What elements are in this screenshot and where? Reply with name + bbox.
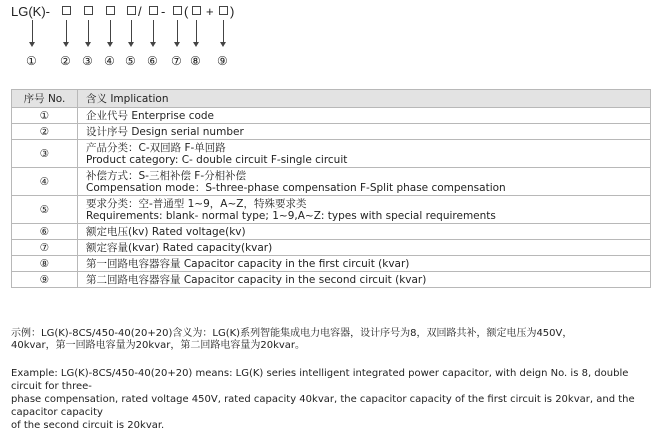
row-implication [78, 196, 651, 224]
code-number-1: ① [26, 54, 37, 68]
code-plus: + [206, 4, 214, 19]
code-box-7 [173, 6, 182, 15]
header-no: 序号 No. [12, 90, 78, 108]
implication-line-en: Compensation mode：S-three-phase compensation F-Split phase compensation [86, 181, 506, 194]
code-number-4: ④ [104, 54, 115, 68]
implication-line-cn: 要求分类：空-普通型 1~9，A~Z，特殊要求类 [86, 197, 307, 210]
code-box-6 [149, 6, 158, 15]
table-row [12, 224, 651, 240]
table-row [12, 140, 651, 168]
code-number-3: ③ [82, 54, 93, 68]
row-implication: 企业代号 Enterprise code [78, 108, 651, 124]
row-number: ⑦ [12, 240, 78, 256]
code-number-8: ⑧ [190, 54, 201, 68]
code-box-9 [219, 6, 228, 15]
table-row [12, 124, 651, 140]
table-row [12, 240, 651, 256]
row-number: ⑧ [12, 256, 78, 272]
table-row [12, 168, 651, 196]
code-number-2: ② [60, 54, 71, 68]
example-cn-line: 40kvar，第一回路电容量为20kvar，第二回路电容量为20kvar。 [11, 340, 306, 351]
row-implication [78, 140, 651, 168]
code-close-paren: ) [230, 4, 235, 19]
code-box-3 [84, 6, 93, 15]
implication-line-cn: 补偿方式：S-三相补偿 F-分相补偿 [86, 169, 247, 182]
code-box-2 [62, 6, 71, 15]
code-number-6: ⑥ [147, 54, 158, 68]
example-english [11, 367, 656, 432]
arrow-2 [66, 20, 67, 44]
arrow-6 [153, 20, 154, 44]
code-box-4 [106, 6, 115, 15]
table-row [12, 256, 651, 272]
table-row [12, 272, 651, 288]
arrow-7 [177, 20, 178, 44]
arrow-3 [88, 20, 89, 44]
row-implication: 额定容量(kvar) Rated capacity(kvar) [78, 240, 651, 256]
example-en-line: of the second circuit is 20kvar. [11, 420, 165, 431]
specification-table [11, 89, 651, 288]
table-row [12, 108, 651, 124]
row-implication: 第一回路电容器容量 Capacitor capacity in the first circuit (kvar) [78, 256, 651, 272]
example-en-line: Example: LG(K)-8CS/450-40(20+20) means: LG(K) series intelligent integrated power capacitor, with deign No. is 8, double circuit for three- [11, 368, 629, 392]
code-box-8 [192, 6, 201, 15]
example-en-line: phase compensation, rated voltage 450V, rated capacity 40kvar, the capacitor capacity of the first circuit is 20kvar, and the capacitor capacity [11, 394, 635, 418]
table-header-row [12, 90, 651, 108]
row-number: ② [12, 124, 78, 140]
code-prefix: LG(K)- [11, 4, 50, 19]
code-open-paren: ( [184, 4, 189, 19]
row-implication [78, 168, 651, 196]
code-box-5 [127, 6, 136, 15]
row-number: ④ [12, 168, 78, 196]
row-number: ⑨ [12, 272, 78, 288]
row-number: ③ [12, 140, 78, 168]
code-number-7: ⑦ [171, 54, 182, 68]
header-implication: 含义 Implication [78, 90, 651, 108]
code-slash: / [138, 4, 142, 19]
arrow-1 [32, 20, 33, 44]
arrow-4 [110, 20, 111, 44]
code-dash: - [161, 4, 166, 19]
implication-line-en: Requirements: blank- normal type; 1~9,A~Z: types with special requirements [86, 209, 496, 222]
row-number: ① [12, 108, 78, 124]
row-number: ⑥ [12, 224, 78, 240]
table-row [12, 196, 651, 224]
arrow-8 [196, 20, 197, 44]
code-number-5: ⑤ [125, 54, 136, 68]
arrow-5 [131, 20, 132, 44]
row-number: ⑤ [12, 196, 78, 224]
row-implication: 设计序号 Design serial number [78, 124, 651, 140]
implication-line-en: Product category: C- double circuit F-single circuit [86, 153, 348, 166]
example-cn-line: 示例：LG(K)-8CS/450-40(20+20)含义为：LG(K)系列智能集成电力电容器，设计序号为8，双回路共补，额定电压为450V， [11, 328, 573, 339]
implication-line-cn: 产品分类：C-双回路 F-单回路 [86, 141, 226, 154]
row-implication: 第二回路电容器容量 Capacitor capacity in the second circuit (kvar) [78, 272, 651, 288]
model-code-diagram [0, 0, 662, 80]
example-chinese [11, 328, 656, 352]
code-number-9: ⑨ [217, 54, 228, 68]
arrow-9 [223, 20, 224, 44]
row-implication: 额定电压(kv) Rated voltage(kv) [78, 224, 651, 240]
